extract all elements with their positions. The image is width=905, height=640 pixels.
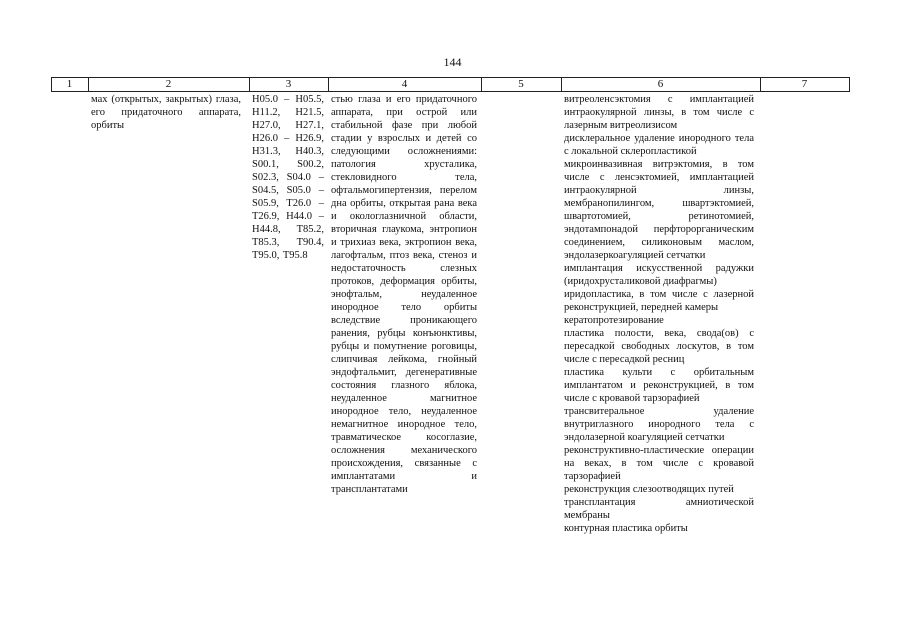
method-item: дисклеральное удаление инородного тела с локальной склеропластикой bbox=[564, 133, 754, 157]
method-item: пластика культи с орбитальным имплантатом и реконструкцией, в том числе с кровавой тарзорафией bbox=[564, 367, 754, 404]
method-item: микроинвазивная витрэктомия, в том числе с ленсэктомией, имплантацией интраокулярной линзы, мембранопилингом, швартэктомией, швартотомией, ретинотомией, эндотампонадой перфторорганическим соединением, силиконовым маслом, эндолазеркоагуляцией сетчатки bbox=[564, 159, 754, 261]
column-divider bbox=[849, 77, 850, 91]
method-item: кератопротезирование bbox=[564, 315, 664, 326]
column-header: 6 bbox=[657, 78, 664, 90]
method-item: пластика полости, века, свода(ов) с пересадкой свободных лоскутов, в том числе с пересадкой ресниц bbox=[564, 328, 754, 365]
column-header: 5 bbox=[518, 78, 524, 90]
treatment-methods-cell bbox=[564, 93, 754, 535]
method-item: контурная пластика орбиты bbox=[564, 523, 688, 534]
method-item: трансвитеральное удаление внутриглазного инородного тела с эндолазерной коагуляцией сетчатки bbox=[564, 406, 754, 443]
method-item: иридопластика, в том числе с лазерной реконструкцией, передней камеры bbox=[564, 289, 754, 313]
method-item: витреоленсэктомия с имплантацией интраокулярной линзы, в том числе с лазерным витреолизисом bbox=[564, 94, 754, 131]
column-header: 4 bbox=[401, 78, 408, 90]
icd-codes-cell: H05.0 – H05.5, H11.2, H21.5, H27.0, H27.1, H26.0 – H26.9, H31.3, H40.3, S00.1, S00.2, S02.3, S04.0 – S04.5, S05.0 – S05.9, T26.0 – T26.9, H44.0 – H44.8, T85.2, T85.3, T90.4, T95.0, T95.8 bbox=[252, 94, 324, 261]
table bbox=[51, 77, 850, 577]
column-header: 2 bbox=[165, 78, 172, 90]
column-header: 3 bbox=[285, 78, 292, 90]
column-header: 1 bbox=[66, 78, 73, 90]
page-number: 144 bbox=[443, 55, 462, 69]
method-item: имплантация искусственной радужки (иридохрусталиковой диафрагмы) bbox=[564, 263, 754, 287]
method-item: реконструктивно-пластические операции на веках, в том числе с кровавой тарзорафией bbox=[564, 445, 754, 482]
method-item: реконструкция слезоотводящих путей bbox=[564, 484, 734, 495]
header-bottom-rule bbox=[51, 91, 850, 92]
method-item: трансплантация амниотической мембраны bbox=[564, 497, 754, 521]
column-header: 7 bbox=[801, 78, 808, 90]
patient-model-cell: стью глаза и его придаточного аппарата, при острой или стабильной фазе при любой стадии у взрослых и детей со следующими осложнениями: патология хрусталика, стекловидного тела, офтальмогипертензия, перелом дна орбиты, открытая рана века и окологлазничной области, вторичная глаукома, энтропион и трихиаз века, эктропион века, лагофтальм, птоз века, стеноз и недостаточность слезных протоков, деформация орбиты, энофтальм, неудаленное инородное тело орбиты вследствие проникающего ранения, рубцы конъюнктивы, рубцы и помутнение роговицы, слипчивая лейкома, гнойный эндофтальмит, дегенеративные состояния глазного яблока, неудаленное магнитное инородное тело, неудаленное немагнитное инородное тело, травматическое косоглазие, осложнения механического происхождения, связанные с имплантатами и трансплантатами bbox=[331, 94, 477, 495]
diagnosis-cell: мах (открытых, закрытых) глаза, его придаточного аппарата, орбиты bbox=[91, 94, 241, 131]
